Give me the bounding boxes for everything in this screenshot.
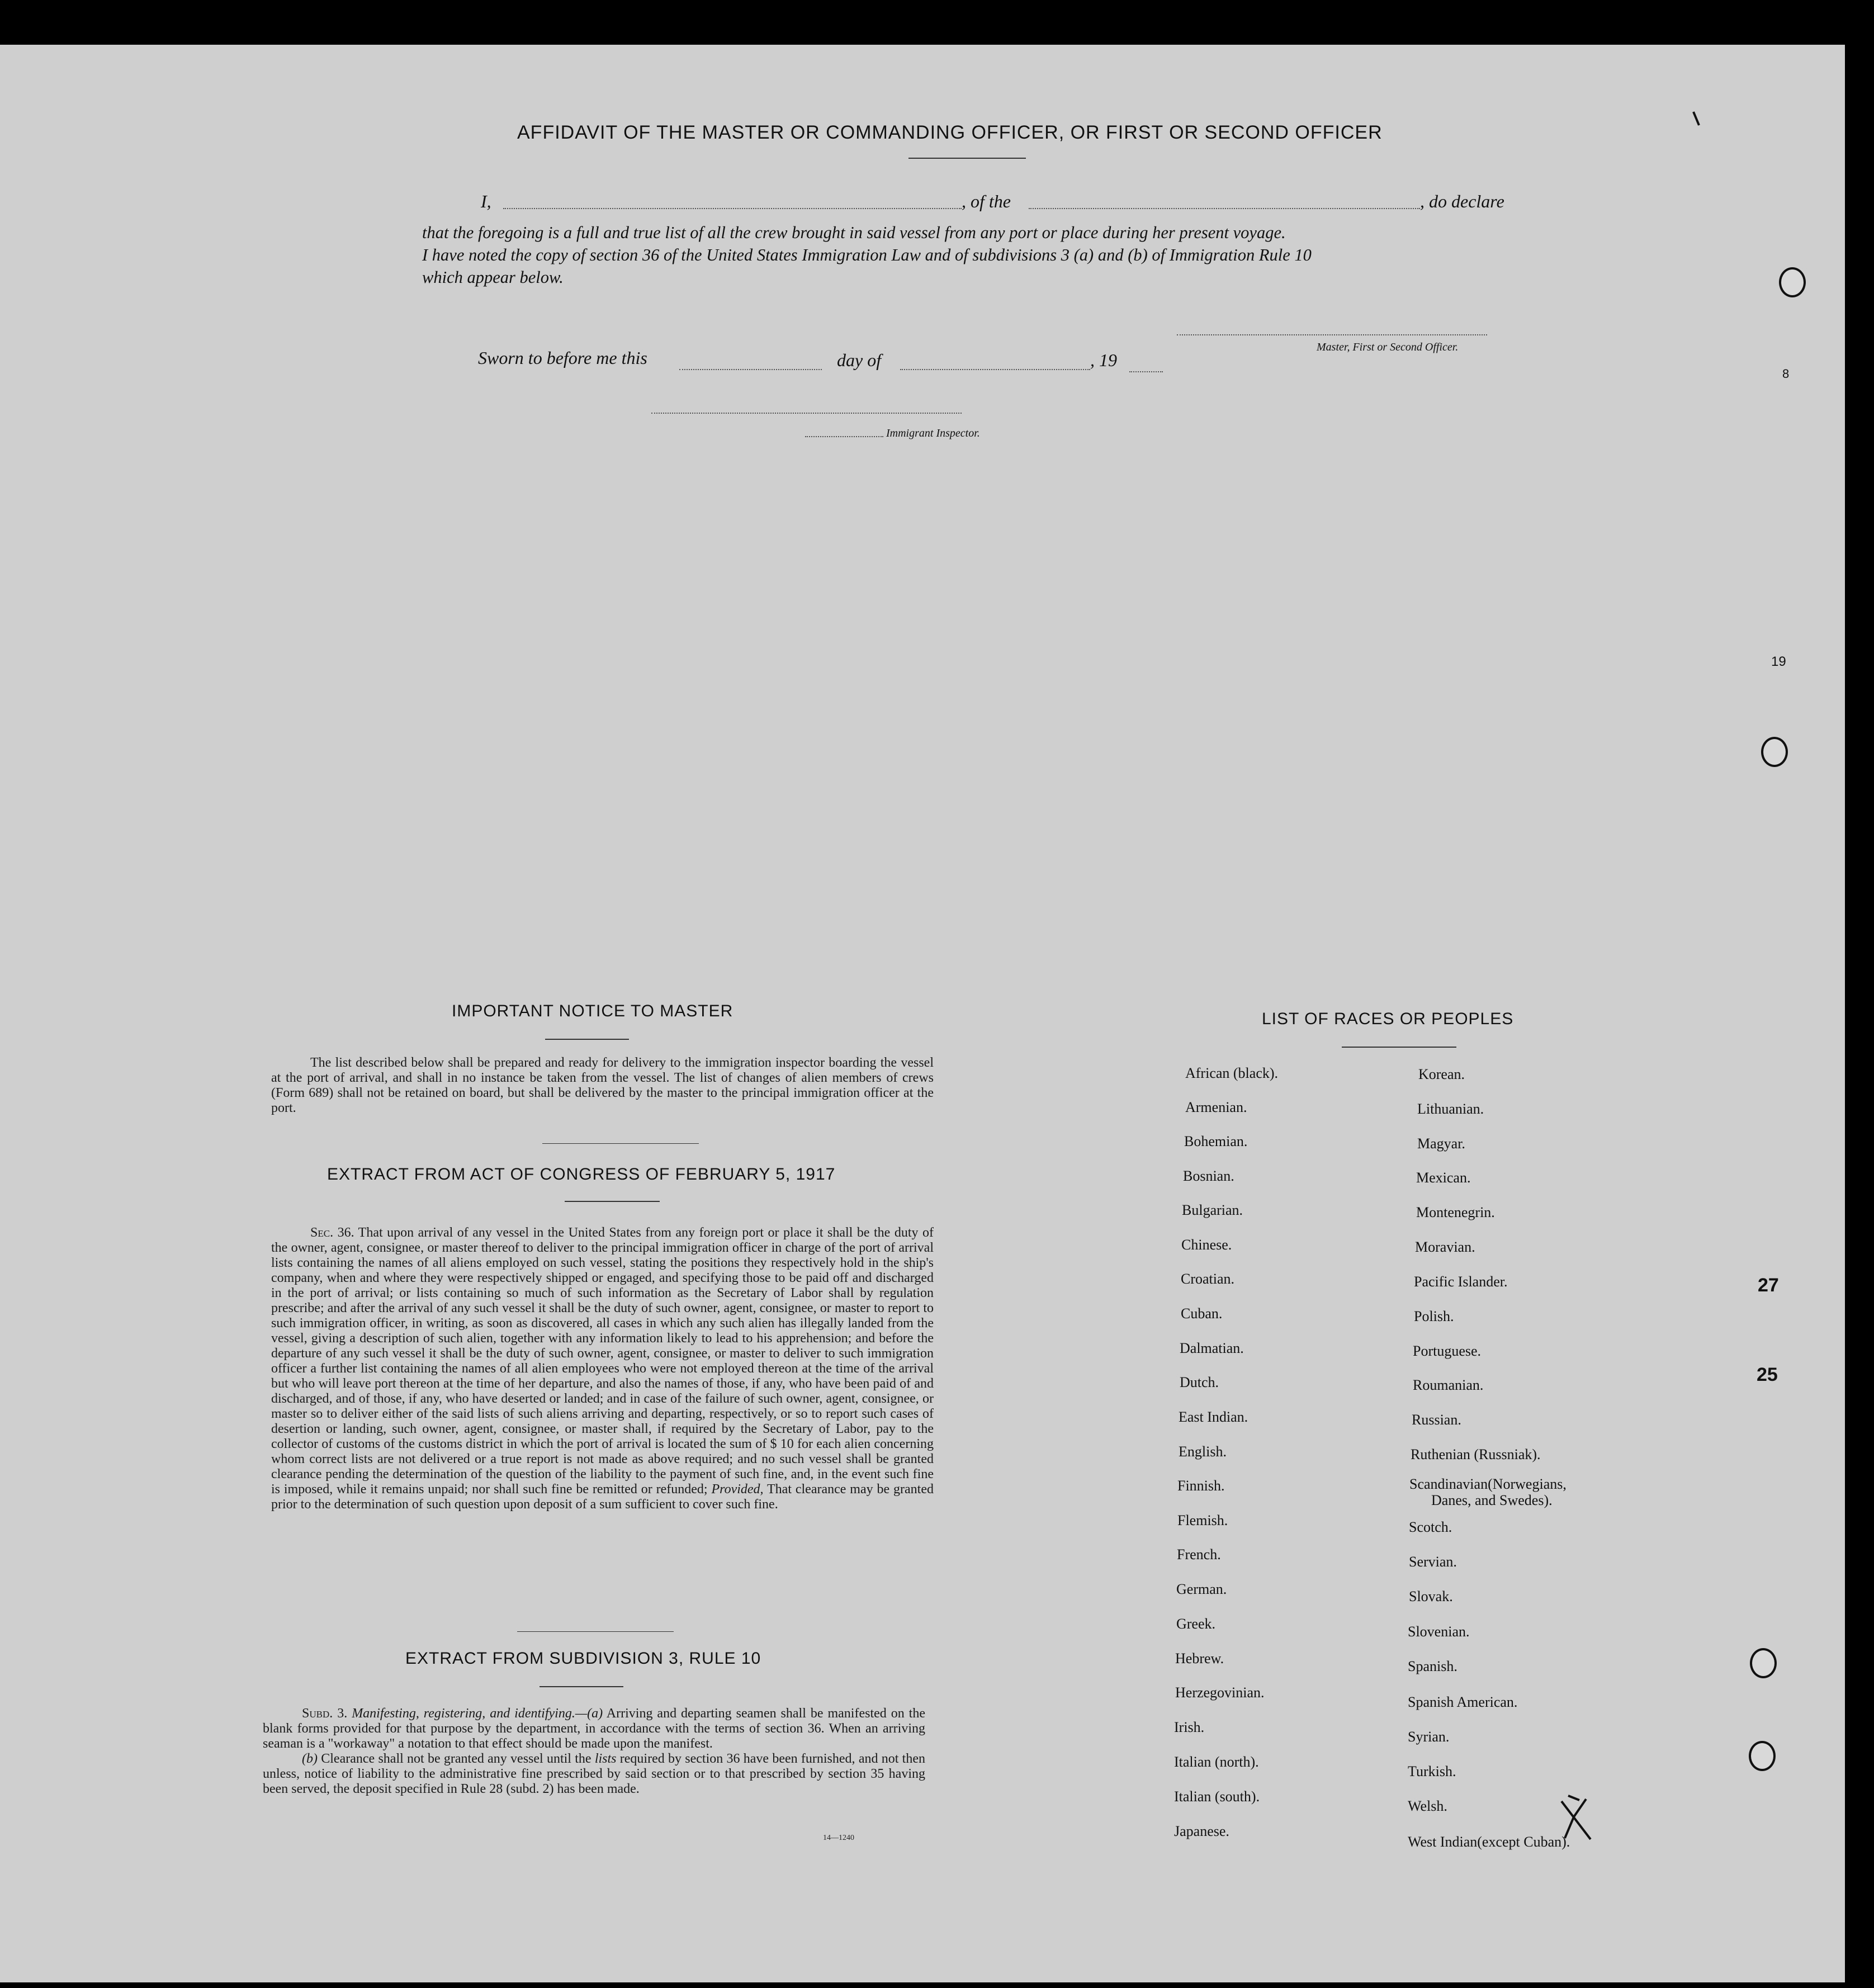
rule-title-rule [540,1686,623,1687]
race-item: Bosnian. [1183,1168,1234,1184]
race-item: Cuban. [1181,1305,1223,1322]
sworn-label: Sworn to before me this [478,348,647,368]
race-item: Dutch. [1180,1374,1219,1390]
race-item: English. [1179,1443,1227,1460]
document-sheet [0,45,1845,1982]
name-blank[interactable] [503,208,962,209]
race-item: Montenegrin. [1416,1204,1495,1220]
race-item: Slovenian. [1408,1623,1470,1640]
declaration-line-1: that the foregoing is a full and true list of all the crew brought in said vessel from any port or place during her present voyage. [422,223,1286,242]
race-item: East Indian. [1179,1409,1248,1425]
race-item: Magyar. [1417,1135,1465,1152]
subd-title: Manifesting, registering, and identifying.—(a) [352,1706,603,1721]
race-item: Japanese. [1174,1823,1229,1839]
rule-title: EXTRACT FROM SUBDIVISION 3, RULE 10 [405,1649,761,1668]
inspector-dotted-lead [805,436,883,437]
act-text [271,1225,934,1512]
race-item: German. [1176,1581,1227,1597]
race-item: Danes, and Swedes). [1431,1492,1553,1508]
race-item: Scotch. [1409,1519,1452,1535]
punch-hole [1749,1741,1776,1771]
para-b-lists: lists [594,1752,617,1766]
race-item: Flemish. [1177,1512,1228,1528]
race-item: Pacific Islander. [1414,1274,1508,1290]
notice-divider [542,1143,699,1144]
races-title: LIST OF RACES OR PEOPLES [1262,1010,1514,1028]
race-item: Hebrew. [1175,1650,1224,1667]
act-paragraph: That upon arrival of any vessel in the United States from any foreign port or place it shall be the duty of the owner, agent, consignee, or master thereof to deliver to the principal immigration officer in charge of the port of arrival lists containing the names of all aliens employed on such vessel, stating the positions they respectively hold in the ship's company, when and where they were respectively shipped or engaged, and specifying those to be paid off and discharged in the port of arrival; or lists containing so much of such information as the Secretary of Labor shall by regulation prescribe; and after the arrival of any such vessel it shall be the duty of such owner, agent, consignee, or master to report to such immigration officer, in writing, as soon as discovered, all cases in which any such alien has illegally landed from the vessel, giving a description of such alien, together with any information likely to lead to his apprehension; and before the departure of any such vessel it shall be the duty of such owner, agent, consignee, or master to deliver to such immigration officer a further list containing the names of all alien employees who were not employed thereon at the time of the arrival but who will leave port thereon at the time of her departure, and also the names of those, if any, who have been paid of and discharged, and of those, if any, who have deserted or landed; and in case of the failure of such owner, agent, consignee, or master so to deliver either of the said lists of such aliens arriving and departing, respectively, or so to report such cases of desertion or landing, such owner, agent, consignee, or master shall, if required by the Secretary of Labor, pay to the collector of customs of the customs district in which the port of arrival is located the sum of $ 10 for each alien concerning whom correct lists are not delivered or a true report is not made as above required; and no such vessel shall be granted clearance pending the determination of the question of the liability to the payment of such fine, and, in the event such fine is imposed, while it remains unpaid; nor shall such fine be remitted or refunded; [271,1225,934,1497]
rule-text [263,1706,925,1797]
race-item: Syrian. [1408,1729,1450,1745]
race-item: Bohemian. [1184,1133,1248,1149]
day-of-label: day of [837,350,882,370]
race-item: Russian. [1412,1412,1461,1428]
race-item: Dalmatian. [1180,1340,1244,1356]
race-item: Italian (north). [1174,1754,1259,1770]
corner-tick-mark [1691,111,1702,127]
race-item: Moravian. [1415,1239,1475,1255]
punch-hole [1779,267,1806,297]
notice-paragraph: The list described below shall be prepared and ready for delivery to the immigration inspector boarding the vessel at the port of arrival, and shall in no instance be taken from the vessel. The list of changes of alien members of crews (Form 689) shall not be retained on board, but shall be delivered by the master to the principal immigration officer at the port. [271,1055,934,1115]
notice-title: IMPORTANT NOTICE TO MASTER [452,1002,733,1020]
race-item: Slovak. [1409,1588,1453,1604]
race-item: Spanish American. [1408,1694,1518,1710]
margin-mark-19: 19 [1771,654,1786,669]
race-item: Portuguese. [1413,1343,1482,1359]
race-item: Scandinavian(Norwegians, [1409,1476,1567,1492]
sec-label: Sec. 36. [310,1225,354,1240]
race-item: Welsh. [1408,1798,1447,1814]
race-item: Irish. [1174,1719,1205,1735]
race-item: Croatian. [1181,1271,1235,1287]
affidavit-do-declare-label: , do declare [1420,191,1504,211]
para-b-2: required by section 36 have been furnished, and not then unless, notice of liability to the administrative fine prescribed by said section or to that prescribed by section 35 having been served, the deposit specified in Rule 28 (subd. 2) has been made. [263,1752,925,1796]
inspector-signature-line[interactable] [651,413,962,414]
affidavit-of-the-label: , of the [962,191,1011,211]
race-item: Turkish. [1408,1763,1456,1779]
subd-label: Subd. 3. [302,1706,348,1721]
form-number: 14—1240 [823,1834,854,1842]
para-b-label: (b) [302,1752,318,1766]
race-item: African (black). [1185,1065,1279,1081]
vessel-blank[interactable] [1029,208,1420,209]
margin-mark-8: 8 [1782,367,1790,381]
para-a: Arriving and departing seamen shall be manifested on the blank forms provided for that purpose by the department, in accordance with the terms of section 36. When an arriving seaman is a "workaway" a notation to that effect should be made upon the manifest. [263,1706,926,1751]
race-item: Chinese. [1181,1237,1232,1253]
margin-mark-27: 27 [1758,1275,1779,1296]
race-item: Polish. [1414,1308,1454,1324]
race-item: Lithuanian. [1417,1101,1484,1117]
race-item: Armenian. [1185,1099,1247,1115]
sworn-day-blank[interactable] [679,369,822,370]
race-item: Greek. [1176,1616,1216,1632]
notice-text [271,1055,934,1116]
margin-mark-25: 25 [1757,1364,1778,1385]
race-item: French. [1177,1546,1221,1563]
race-item: Mexican. [1416,1170,1471,1186]
race-item: Bulgarian. [1182,1202,1243,1218]
handwritten-x-mark [1557,1795,1596,1845]
race-item: Ruthenian (Russniak). [1411,1446,1541,1462]
act-title: EXTRACT FROM ACT OF CONGRESS OF FEBRUARY 5, 1917 [327,1165,836,1184]
races-title-rule [1342,1047,1456,1048]
race-item: West Indian(except Cuban). [1408,1834,1570,1850]
punch-hole [1761,737,1788,767]
affidavit-title: AFFIDAVIT OF THE MASTER OR COMMANDING OFFICER, OR FIRST OR SECOND OFFICER [517,122,1383,143]
sworn-month-blank[interactable] [900,369,1090,370]
affidavit-i-label: I, [481,191,491,211]
inspector-signature-label: Immigrant Inspector. [886,427,980,439]
race-item: Finnish. [1177,1478,1225,1494]
race-item: Servian. [1409,1554,1457,1570]
act-paragraph-end: That clearance may be granted prior to the determination of such question upon deposit of a sum sufficient to cover such fine. [271,1482,934,1512]
sworn-year-blank[interactable] [1129,371,1163,372]
para-b-1: Clearance shall not be granted any vessel until the [321,1752,591,1766]
race-item: Herzegovinian. [1175,1684,1265,1701]
act-title-rule [565,1201,660,1202]
notice-title-rule [545,1039,629,1040]
act-divider [517,1631,674,1632]
declaration-line-3: which appear below. [422,268,564,287]
year-label: , 19 [1090,350,1117,370]
master-signature-label: Master, First or Second Officer. [1317,341,1459,353]
provided-label: Provided, [711,1482,764,1497]
race-item: Korean. [1418,1066,1465,1082]
race-item: Roumanian. [1413,1377,1484,1393]
race-item: Italian (south). [1174,1788,1260,1805]
master-signature-line[interactable] [1177,334,1487,335]
race-item: Spanish. [1408,1658,1457,1674]
declaration-line-2: I have noted the copy of section 36 of the United States Immigration Law and of subdivisions 3 (a) and (b) of Immigration Rule 10 [422,245,1312,264]
punch-hole [1750,1648,1777,1678]
affidavit-title-rule [908,158,1026,159]
